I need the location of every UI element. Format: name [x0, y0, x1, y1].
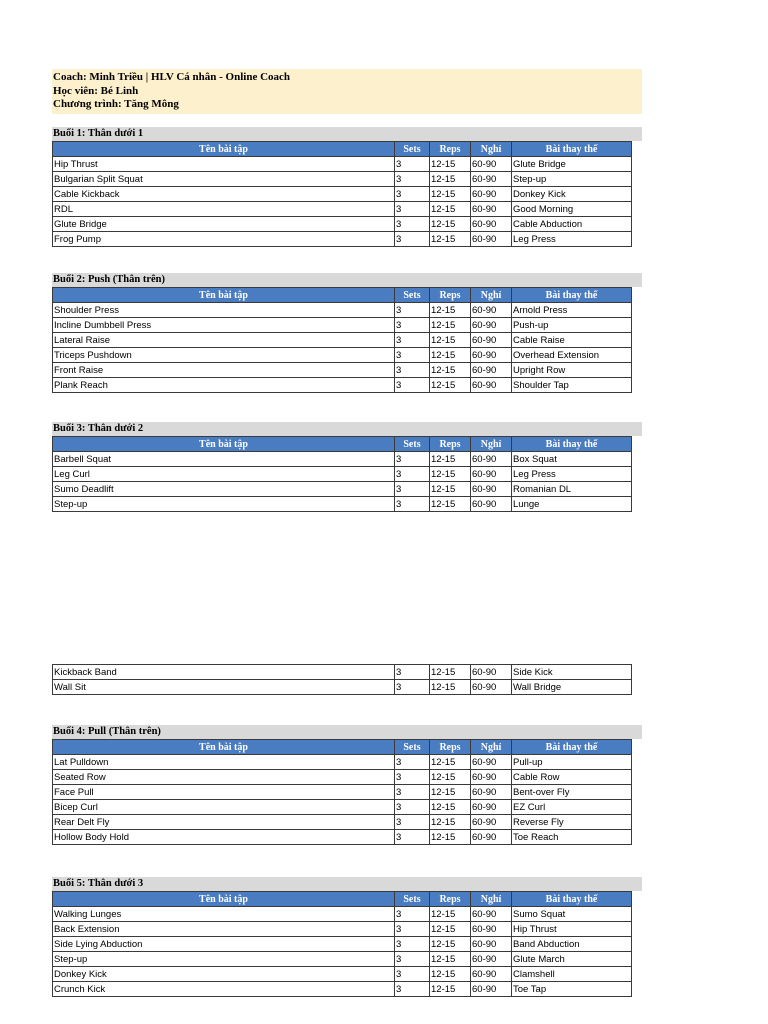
exercise-cell: Lateral Raise [53, 333, 395, 348]
column-header: Nghỉ [471, 437, 512, 452]
exercise-cell: Front Raise [53, 363, 395, 378]
table-row [53, 937, 632, 952]
column-header: Bài thay thế [512, 437, 632, 452]
reps-cell: 12-15 [430, 187, 471, 202]
reps-cell: 12-15 [430, 217, 471, 232]
session-3-table-continued [52, 664, 632, 695]
column-header: Bài thay thế [512, 740, 632, 755]
reps-cell: 12-15 [430, 303, 471, 318]
table-row [53, 172, 632, 187]
coach-line: Coach: Minh Triều | HLV Cá nhân - Online Coach [53, 71, 291, 83]
exercise-cell: Cable Kickback [53, 187, 395, 202]
column-header: Tên bài tập [53, 142, 395, 157]
alternative-cell: Lunge [512, 497, 632, 512]
rest-cell: 60-90 [471, 785, 512, 800]
table-row [53, 452, 632, 467]
reps-cell: 12-15 [430, 452, 471, 467]
table-header [53, 437, 632, 452]
reps-cell: 12-15 [430, 665, 471, 680]
alternative-cell: Romanian DL [512, 482, 632, 497]
table-row [53, 830, 632, 845]
rest-cell: 60-90 [471, 800, 512, 815]
alternative-cell: Box Squat [512, 452, 632, 467]
alternative-cell: Push-up [512, 318, 632, 333]
column-header: Sets [395, 142, 430, 157]
table-header [53, 892, 632, 907]
rest-cell: 60-90 [471, 665, 512, 680]
column-header: Bài thay thế [512, 142, 632, 157]
alternative-cell: Reverse Fly [512, 815, 632, 830]
column-header: Tên bài tập [53, 740, 395, 755]
exercise-cell: Leg Curl [53, 467, 395, 482]
sets-cell: 3 [395, 172, 430, 187]
alternative-cell: Side Kick [512, 665, 632, 680]
column-header: Tên bài tập [53, 288, 395, 303]
exercise-cell: Face Pull [53, 785, 395, 800]
table-row [53, 202, 632, 217]
table-row [53, 680, 632, 695]
alternative-cell: Good Morning [512, 202, 632, 217]
alternative-cell: Leg Press [512, 232, 632, 247]
student-line: Học viên: Bé Linh [53, 84, 139, 97]
alternative-cell: Sumo Squat [512, 907, 632, 922]
exercise-cell: Side Lying Abduction [53, 937, 395, 952]
rest-cell: 60-90 [471, 982, 512, 997]
table-row [53, 467, 632, 482]
exercise-cell: Crunch Kick [53, 982, 395, 997]
session-2-table [52, 287, 632, 393]
rest-cell: 60-90 [471, 922, 512, 937]
table-row [53, 907, 632, 922]
reps-cell: 12-15 [430, 967, 471, 982]
sets-cell: 3 [395, 333, 430, 348]
exercise-cell: Step-up [53, 952, 395, 967]
table-row [53, 815, 632, 830]
rest-cell: 60-90 [471, 202, 512, 217]
rest-cell: 60-90 [471, 815, 512, 830]
alternative-cell: Cable Raise [512, 333, 632, 348]
rest-cell: 60-90 [471, 217, 512, 232]
exercise-cell: Hollow Body Hold [53, 830, 395, 845]
alternative-cell: Donkey Kick [512, 187, 632, 202]
column-header: Nghỉ [471, 142, 512, 157]
exercise-cell: Bulgarian Split Squat [53, 172, 395, 187]
reps-cell: 12-15 [430, 922, 471, 937]
alternative-cell: Band Abduction [512, 937, 632, 952]
reps-cell: 12-15 [430, 770, 471, 785]
session-1-table [52, 141, 632, 247]
table-row [53, 952, 632, 967]
sets-cell: 3 [395, 363, 430, 378]
table-row [53, 922, 632, 937]
reps-cell: 12-15 [430, 348, 471, 363]
rest-cell: 60-90 [471, 348, 512, 363]
header-row [53, 142, 632, 157]
rest-cell: 60-90 [471, 770, 512, 785]
alternative-cell: Step-up [512, 172, 632, 187]
header-row [53, 437, 632, 452]
table-row [53, 157, 632, 172]
alternative-cell: Leg Press [512, 467, 632, 482]
exercise-cell: Step-up [53, 497, 395, 512]
session-3-table [52, 436, 632, 512]
sets-cell: 3 [395, 755, 430, 770]
rest-cell: 60-90 [471, 232, 512, 247]
alternative-cell: Wall Bridge [512, 680, 632, 695]
sets-cell: 3 [395, 482, 430, 497]
sets-cell: 3 [395, 952, 430, 967]
session-4-table [52, 739, 632, 845]
alternative-cell: Shoulder Tap [512, 378, 632, 393]
session-4-title: Buổi 4: Pull (Thân trên) [52, 725, 642, 739]
reps-cell: 12-15 [430, 785, 471, 800]
program-line: Chương trình: Tăng Mông [53, 98, 179, 110]
reps-cell: 12-15 [430, 172, 471, 187]
session-5-table [52, 891, 632, 997]
table-row [53, 333, 632, 348]
alternative-cell: Cable Row [512, 770, 632, 785]
alternative-cell: Pull-up [512, 755, 632, 770]
sets-cell: 3 [395, 982, 430, 997]
rest-cell: 60-90 [471, 830, 512, 845]
exercise-cell: Wall Sit [53, 680, 395, 695]
reps-cell: 12-15 [430, 937, 471, 952]
rest-cell: 60-90 [471, 333, 512, 348]
table-header [53, 142, 632, 157]
reps-cell: 12-15 [430, 815, 471, 830]
sets-cell: 3 [395, 815, 430, 830]
rest-cell: 60-90 [471, 452, 512, 467]
rest-cell: 60-90 [471, 482, 512, 497]
exercise-cell: Glute Bridge [53, 217, 395, 232]
sets-cell: 3 [395, 318, 430, 333]
sets-cell: 3 [395, 800, 430, 815]
sets-cell: 3 [395, 202, 430, 217]
column-header: Sets [395, 740, 430, 755]
reps-cell: 12-15 [430, 755, 471, 770]
column-header: Reps [430, 288, 471, 303]
reps-cell: 12-15 [430, 467, 471, 482]
reps-cell: 12-15 [430, 982, 471, 997]
rest-cell: 60-90 [471, 303, 512, 318]
alternative-cell: Glute Bridge [512, 157, 632, 172]
reps-cell: 12-15 [430, 202, 471, 217]
rest-cell: 60-90 [471, 172, 512, 187]
rest-cell: 60-90 [471, 967, 512, 982]
alternative-cell: Clamshell [512, 967, 632, 982]
alternative-cell: Overhead Extension [512, 348, 632, 363]
exercise-cell: RDL [53, 202, 395, 217]
column-header: Bài thay thế [512, 288, 632, 303]
alternative-cell: Glute March [512, 952, 632, 967]
sets-cell: 3 [395, 303, 430, 318]
rest-cell: 60-90 [471, 755, 512, 770]
reps-cell: 12-15 [430, 363, 471, 378]
sets-cell: 3 [395, 665, 430, 680]
reps-cell: 12-15 [430, 333, 471, 348]
reps-cell: 12-15 [430, 952, 471, 967]
table-row [53, 378, 632, 393]
session-2-title: Buổi 2: Push (Thân trên) [52, 273, 642, 287]
table-row [53, 800, 632, 815]
reps-cell: 12-15 [430, 378, 471, 393]
sets-cell: 3 [395, 157, 430, 172]
sets-cell: 3 [395, 770, 430, 785]
table-row [53, 348, 632, 363]
sets-cell: 3 [395, 187, 430, 202]
sets-cell: 3 [395, 907, 430, 922]
column-header: Sets [395, 288, 430, 303]
sets-cell: 3 [395, 378, 430, 393]
exercise-cell: Donkey Kick [53, 967, 395, 982]
rest-cell: 60-90 [471, 187, 512, 202]
sets-cell: 3 [395, 497, 430, 512]
alternative-cell: EZ Curl [512, 800, 632, 815]
column-header: Tên bài tập [53, 437, 395, 452]
alternative-cell: Arnold Press [512, 303, 632, 318]
session-3-title: Buổi 3: Thân dưới 2 [52, 422, 642, 436]
table-header [53, 740, 632, 755]
exercise-cell: Seated Row [53, 770, 395, 785]
table-row [53, 482, 632, 497]
exercise-cell: Sumo Deadlift [53, 482, 395, 497]
program-header [52, 69, 642, 114]
alternative-cell: Toe Reach [512, 830, 632, 845]
reps-cell: 12-15 [430, 157, 471, 172]
exercise-cell: Frog Pump [53, 232, 395, 247]
exercise-cell: Bicep Curl [53, 800, 395, 815]
exercise-cell: Incline Dumbbell Press [53, 318, 395, 333]
column-header: Reps [430, 740, 471, 755]
column-header: Reps [430, 142, 471, 157]
column-header: Bài thay thế [512, 892, 632, 907]
rest-cell: 60-90 [471, 952, 512, 967]
table-row [53, 363, 632, 378]
exercise-cell: Barbell Squat [53, 452, 395, 467]
table-row [53, 770, 632, 785]
column-header: Reps [430, 892, 471, 907]
column-header: Nghỉ [471, 740, 512, 755]
exercise-cell: Triceps Pushdown [53, 348, 395, 363]
rest-cell: 60-90 [471, 467, 512, 482]
column-header: Nghỉ [471, 288, 512, 303]
sets-cell: 3 [395, 467, 430, 482]
header-row [53, 288, 632, 303]
reps-cell: 12-15 [430, 318, 471, 333]
header-row [53, 892, 632, 907]
column-header: Tên bài tập [53, 892, 395, 907]
session-5-title: Buổi 5: Thân dưới 3 [52, 877, 642, 891]
column-header: Nghỉ [471, 892, 512, 907]
table-row [53, 187, 632, 202]
column-header: Sets [395, 437, 430, 452]
session-1-title: Buổi 1: Thân dưới 1 [52, 127, 642, 141]
table-row [53, 318, 632, 333]
exercise-cell: Kickback Band [53, 665, 395, 680]
alternative-cell: Hip Thrust [512, 922, 632, 937]
table-header [53, 288, 632, 303]
exercise-cell: Back Extension [53, 922, 395, 937]
rest-cell: 60-90 [471, 497, 512, 512]
exercise-cell: Plank Reach [53, 378, 395, 393]
reps-cell: 12-15 [430, 907, 471, 922]
table-row [53, 967, 632, 982]
rest-cell: 60-90 [471, 907, 512, 922]
sets-cell: 3 [395, 452, 430, 467]
alternative-cell: Toe Tap [512, 982, 632, 997]
reps-cell: 12-15 [430, 800, 471, 815]
reps-cell: 12-15 [430, 482, 471, 497]
header-row [53, 740, 632, 755]
rest-cell: 60-90 [471, 378, 512, 393]
table-row [53, 497, 632, 512]
reps-cell: 12-15 [430, 232, 471, 247]
sets-cell: 3 [395, 217, 430, 232]
table-row [53, 785, 632, 800]
exercise-cell: Hip Thrust [53, 157, 395, 172]
table-row [53, 232, 632, 247]
table-row [53, 303, 632, 318]
sets-cell: 3 [395, 922, 430, 937]
alternative-cell: Cable Abduction [512, 217, 632, 232]
rest-cell: 60-90 [471, 937, 512, 952]
reps-cell: 12-15 [430, 830, 471, 845]
alternative-cell: Bent-over Fly [512, 785, 632, 800]
table-row [53, 982, 632, 997]
table-row [53, 217, 632, 232]
reps-cell: 12-15 [430, 497, 471, 512]
sets-cell: 3 [395, 967, 430, 982]
exercise-cell: Shoulder Press [53, 303, 395, 318]
exercise-cell: Lat Pulldown [53, 755, 395, 770]
column-header: Sets [395, 892, 430, 907]
rest-cell: 60-90 [471, 363, 512, 378]
rest-cell: 60-90 [471, 318, 512, 333]
exercise-cell: Rear Delt Fly [53, 815, 395, 830]
sets-cell: 3 [395, 937, 430, 952]
alternative-cell: Upright Row [512, 363, 632, 378]
rest-cell: 60-90 [471, 157, 512, 172]
sets-cell: 3 [395, 348, 430, 363]
sets-cell: 3 [395, 232, 430, 247]
reps-cell: 12-15 [430, 680, 471, 695]
table-row [53, 665, 632, 680]
column-header: Reps [430, 437, 471, 452]
sets-cell: 3 [395, 830, 430, 845]
exercise-cell: Walking Lunges [53, 907, 395, 922]
table-row [53, 755, 632, 770]
sets-cell: 3 [395, 680, 430, 695]
sets-cell: 3 [395, 785, 430, 800]
rest-cell: 60-90 [471, 680, 512, 695]
